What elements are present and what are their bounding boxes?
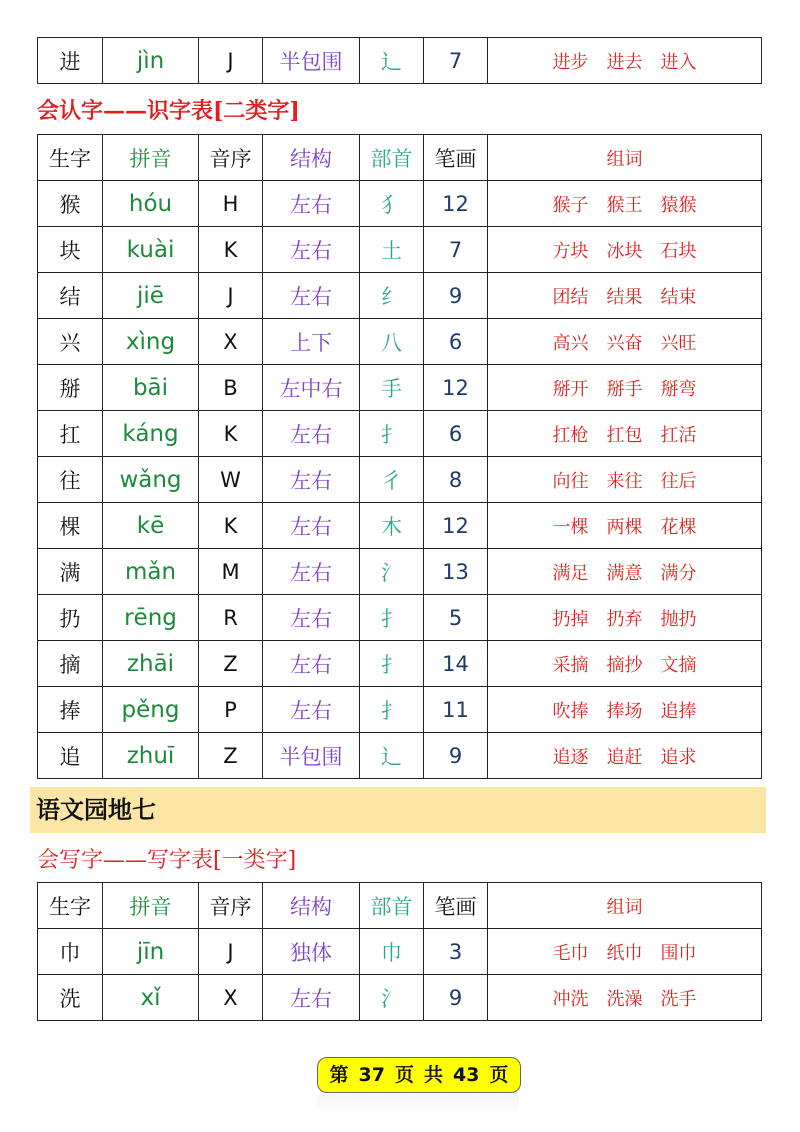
table-row [38,975,762,1021]
table-row [38,503,762,549]
cell-character: 扛 [38,411,103,457]
cell-character: 猴 [38,181,103,227]
cell-words: 高兴 兴奋 兴旺 [488,319,762,365]
cell-structure: 半包围 [263,733,360,779]
cell-strokes: 11 [424,687,488,733]
cell-strokes: 9 [424,975,488,1021]
cell-character: 掰 [38,365,103,411]
cell-words: 毛巾 纸巾 围巾 [488,929,762,975]
cell-character: 兴 [38,319,103,365]
table-row [38,227,762,273]
top-table [37,37,762,84]
cell-initial: R [199,595,263,641]
header-structure: 结构 [263,135,360,181]
cell-pinyin: kuài [103,227,199,273]
cell-words: 猴子 猴王 猿猴 [488,181,762,227]
cell-radical: 纟 [360,273,424,319]
cell-strokes: 5 [424,595,488,641]
header-character: 生字 [38,135,103,181]
cell-strokes: 12 [424,503,488,549]
cell-strokes: 8 [424,457,488,503]
cell-words: 一棵 两棵 花棵 [488,503,762,549]
cell-strokes: 12 [424,181,488,227]
cell-structure: 左中右 [263,365,360,411]
cell-structure: 左右 [263,273,360,319]
cell-character: 进 [38,38,103,84]
cell-character: 块 [38,227,103,273]
table-row [38,411,762,457]
cell-strokes: 6 [424,319,488,365]
cell-character: 捧 [38,687,103,733]
table-header [38,135,762,181]
cell-structure: 左右 [263,503,360,549]
cell-pinyin: bāi [103,365,199,411]
cell-words: 扔掉 扔弃 抛扔 [488,595,762,641]
cell-initial: J [199,38,263,84]
table-row [38,273,762,319]
header-character: 生字 [38,883,103,929]
cell-pinyin: zhāi [103,641,199,687]
cell-words: 进步 进去 进入 [488,38,762,84]
header-strokes: 笔画 [424,135,488,181]
header-structure: 结构 [263,883,360,929]
table-header [38,883,762,929]
cell-words: 吹捧 捧场 追捧 [488,687,762,733]
cell-pinyin: káng [103,411,199,457]
table-row [38,549,762,595]
header-words: 组词 [488,135,762,181]
cell-pinyin: jiē [103,273,199,319]
recognize-table [37,134,762,779]
cell-strokes: 12 [424,365,488,411]
cell-pinyin: wǎng [103,457,199,503]
cell-words: 追逐 追赶 追求 [488,733,762,779]
pager-text: 第 [329,1064,349,1086]
table-row [38,365,762,411]
cell-strokes: 6 [424,411,488,457]
cell-character: 满 [38,549,103,595]
cell-character: 摘 [38,641,103,687]
cell-words: 满足 满意 满分 [488,549,762,595]
cell-initial: K [199,503,263,549]
cell-structure: 左右 [263,227,360,273]
cell-structure: 独体 [263,929,360,975]
cell-words: 团结 结果 结束 [488,273,762,319]
cell-strokes: 7 [424,227,488,273]
cell-character: 往 [38,457,103,503]
cell-words: 扛枪 扛包 扛活 [488,411,762,457]
section-title-write: 会写字——写字表[一类字] [37,848,297,873]
cell-radical: 土 [360,227,424,273]
header-radical: 部首 [360,135,424,181]
header-initial: 音序 [199,135,263,181]
cell-radical: 犭 [360,181,424,227]
header-radical: 部首 [360,883,424,929]
cell-radical: 木 [360,503,424,549]
header-pinyin: 拼音 [103,135,199,181]
page-indicator [317,1057,521,1093]
cell-strokes: 9 [424,273,488,319]
header-pinyin: 拼音 [103,883,199,929]
cell-initial: J [199,929,263,975]
cell-structure: 左右 [263,549,360,595]
cell-radical: 彳 [360,457,424,503]
cell-pinyin: xìng [103,319,199,365]
table-row [38,457,762,503]
header-initial: 音序 [199,883,263,929]
table-row [38,641,762,687]
cell-initial: Z [199,733,263,779]
cell-initial: K [199,227,263,273]
header-words: 组词 [488,883,762,929]
cell-pinyin: zhuī [103,733,199,779]
unit-banner: 语文园地七 [30,787,766,833]
cell-pinyin: mǎn [103,549,199,595]
write-table [37,882,762,1021]
cell-structure: 左右 [263,457,360,503]
cell-radical: 氵 [360,549,424,595]
cell-structure: 上下 [263,319,360,365]
table-row [38,929,762,975]
table-row [38,595,762,641]
table-row [38,38,762,84]
cell-structure: 左右 [263,595,360,641]
cell-initial: B [199,365,263,411]
pager-text: 页 [489,1064,509,1086]
cell-strokes: 7 [424,38,488,84]
table-row [38,733,762,779]
pager-reflection [317,1094,519,1114]
cell-initial: M [199,549,263,595]
cell-radical: 八 [360,319,424,365]
total-pages: 43 [453,1064,480,1086]
cell-radical: 辶 [360,733,424,779]
cell-radical: 氵 [360,975,424,1021]
pager-text: 页 [394,1064,414,1086]
cell-structure: 左右 [263,411,360,457]
cell-pinyin: xǐ [103,975,199,1021]
cell-initial: H [199,181,263,227]
cell-initial: X [199,975,263,1021]
cell-words: 向往 来往 往后 [488,457,762,503]
cell-strokes: 13 [424,549,488,595]
cell-initial: K [199,411,263,457]
cell-initial: W [199,457,263,503]
pager-text: 共 [424,1064,444,1086]
cell-character: 巾 [38,929,103,975]
cell-words: 冲洗 洗澡 洗手 [488,975,762,1021]
cell-pinyin: hóu [103,181,199,227]
cell-initial: P [199,687,263,733]
cell-words: 方块 冰块 石块 [488,227,762,273]
cell-structure: 左右 [263,641,360,687]
cell-structure: 左右 [263,181,360,227]
cell-radical: 辶 [360,38,424,84]
cell-pinyin: pěng [103,687,199,733]
table-row [38,319,762,365]
cell-structure: 半包围 [263,38,360,84]
cell-initial: J [199,273,263,319]
cell-character: 结 [38,273,103,319]
cell-radical: 扌 [360,641,424,687]
cell-radical: 扌 [360,595,424,641]
cell-radical: 扌 [360,687,424,733]
table-row [38,181,762,227]
cell-words: 掰开 掰手 掰弯 [488,365,762,411]
cell-character: 洗 [38,975,103,1021]
cell-initial: Z [199,641,263,687]
cell-strokes: 9 [424,733,488,779]
cell-words: 采摘 摘抄 文摘 [488,641,762,687]
cell-strokes: 3 [424,929,488,975]
cell-character: 追 [38,733,103,779]
cell-initial: X [199,319,263,365]
current-page: 37 [358,1064,385,1086]
cell-pinyin: kē [103,503,199,549]
header-strokes: 笔画 [424,883,488,929]
cell-structure: 左右 [263,687,360,733]
cell-pinyin: jīn [103,929,199,975]
cell-radical: 手 [360,365,424,411]
cell-character: 棵 [38,503,103,549]
cell-character: 扔 [38,595,103,641]
table-row [38,687,762,733]
cell-strokes: 14 [424,641,488,687]
cell-pinyin: rēng [103,595,199,641]
cell-radical: 扌 [360,411,424,457]
cell-radical: 巾 [360,929,424,975]
section-title-recognize: 会认字——识字表[二类字] [37,98,300,124]
cell-structure: 左右 [263,975,360,1021]
cell-pinyin: jìn [103,38,199,84]
